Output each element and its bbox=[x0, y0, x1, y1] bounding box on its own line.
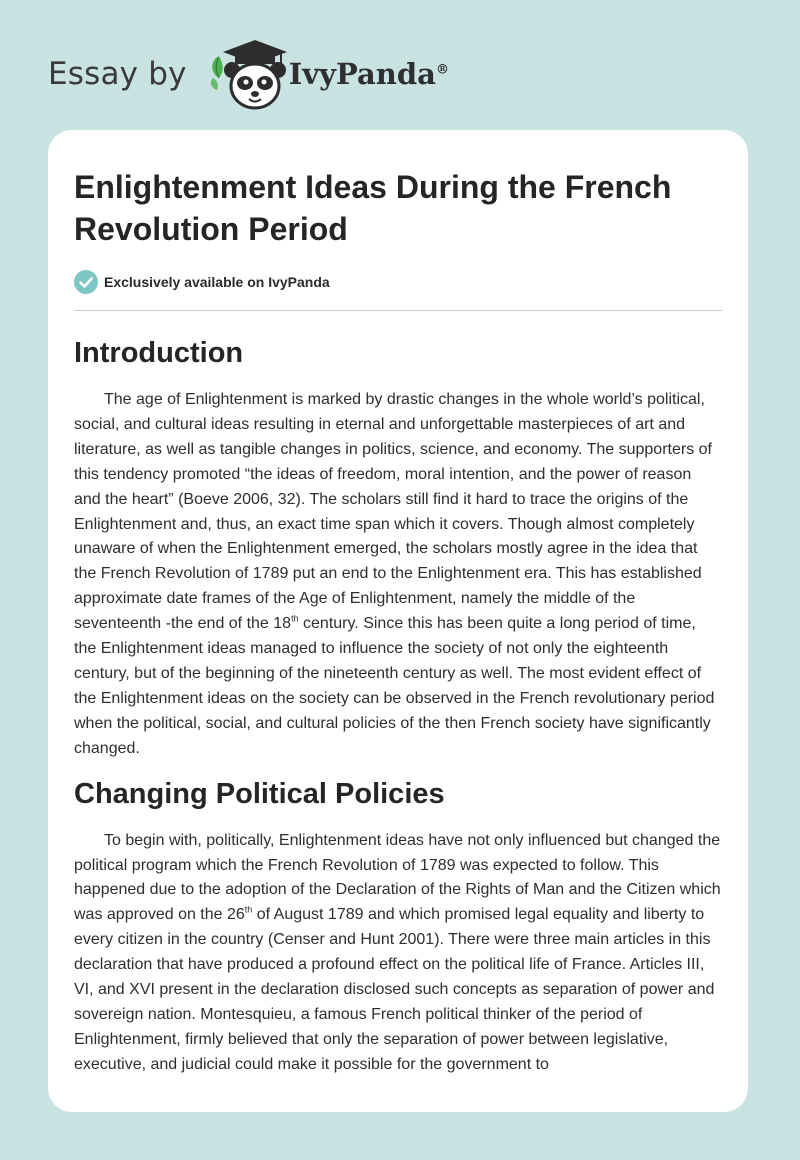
section-heading-political-policies: Changing Political Policies bbox=[74, 777, 445, 810]
site-header bbox=[48, 38, 449, 110]
paragraph-political-policies: To begin with, politically, Enlightenment ideas have not only influenced but changed the political program which the French Revolution of 1789 was expected to follow. This happened due to the adoption of the Declaration of the Rights of Man and the Citizen which was approved on the 26th of August 1789 and which promised legal equality and liberty to every citizen in the country (Censer and Hunt 2001). There were three main articles in this declaration that have produced a profound effect on the political life of France. Articles III, VI, and XVI present in the declaration disclosed such concepts as separation of power and sovereign nation. Montesquieu, a famous French political thinker of the period of Enlightenment, firmly believed that only the separation of power between legislative, executive, and judicial could make it possible for the government to bbox=[74, 831, 721, 1073]
exclusive-badge bbox=[74, 270, 722, 294]
badge-label: Exclusively available on IvyPanda bbox=[104, 274, 330, 290]
panda-logo-icon[interactable] bbox=[205, 38, 287, 110]
essay-title: Enlightenment Ideas During the French Revolution Period bbox=[74, 169, 672, 247]
brand-name[interactable]: IvyPanda® bbox=[288, 57, 449, 91]
essay-card bbox=[48, 130, 748, 1112]
paragraph-introduction: The age of Enlightenment is marked by drastic changes in the whole world’s political, social, and cultural ideas resulting in eternal and unforgettable masterpieces of art and literature, as well as tangible changes in politics, science, and economy. The supporters of this tendency promoted “the ideas of freedom, moral intention, and the power of reason and the heart” (Boeve 2006, 32). The scholars still find it hard to trace the origins of the Enlightenment and, thus, an exact time span which it covers. Though almost completely unaware of when the Enlightenment emerged, the scholars mostly agree in the idea that the French Revolution of 1789 put an end to the Enlightenment era. This has established approximate date frames of the Age of Enlightenment, namely the middle of the seventeenth -the end of the 18th century. Since this has been quite a long period of time, the Enlightenment ideas managed to influence the society of not only the eighteenth century, but of the beginning of the nineteenth century as well. The most evident effect of the Enlightenment ideas on the society can be observed in the French revolutionary period when the political, social, and cultural policies of the then French society have significantly changed. bbox=[74, 391, 715, 757]
essay-by-label: Essay by bbox=[48, 56, 187, 92]
check-circle-icon bbox=[74, 270, 98, 294]
section-heading-introduction: Introduction bbox=[74, 337, 244, 369]
divider bbox=[74, 310, 722, 311]
